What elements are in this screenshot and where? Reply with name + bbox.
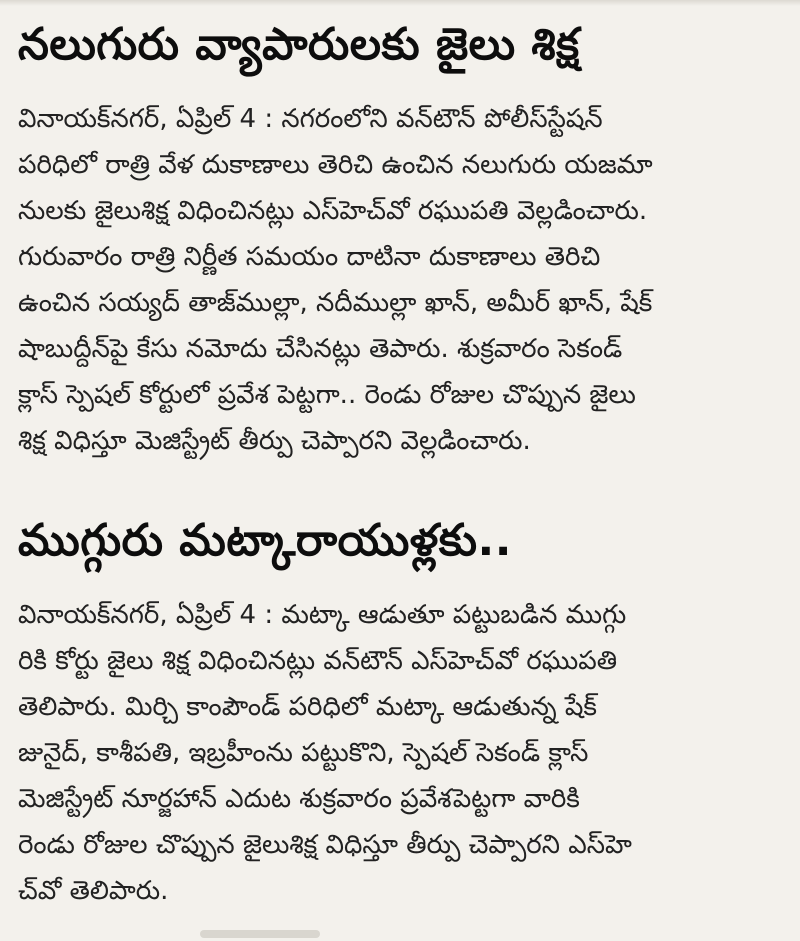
- body-line: వినాయక్‌నగర్, ఏప్రిల్ 4 : నగరంలోని వన్‌టౌన్ పోలీస్‌స్టేషన్: [18, 104, 603, 134]
- body-line: పరిధిలో రాత్రి వేళ దుకాణాలు తెరిచి ఉంచిన నలుగురు యజమా: [18, 150, 653, 180]
- body-line: షాబుద్దీన్‌పై కేసు నమోదు చేసినట్లు తెపారు. శుక్రవారం సెకండ్: [18, 334, 623, 364]
- article-body: [18, 592, 784, 914]
- headline: ముగ్గురు మట్కారాయుళ్లకు..: [18, 515, 512, 566]
- body-line: వినాయక్‌నగర్, ఏప్రిల్ 4 : మట్కా ఆడుతూ పట్టుబడిన ముగ్గు: [18, 600, 627, 630]
- body-line: తెలిపారు. మిర్చి కాంపౌండ్ పరిధిలో మట్కా ఆడుతున్న షేక్: [18, 692, 597, 722]
- body-line: చ్‌వో తెలిపారు.: [18, 876, 169, 906]
- article-matka-gamblers: [18, 510, 784, 914]
- article-jail-sentence-traders: [18, 14, 784, 464]
- body-line: రెండు రోజుల చొప్పున జైలుశిక్ష విధిస్తూ తీర్పు చెప్పారని ఎస్‌హె: [18, 830, 632, 860]
- headline: నలుగురు వ్యాపారులకు జైలు శిక్ష: [18, 19, 580, 70]
- body-line: మెజిస్ట్రేట్ నూర్జహాన్ ఎదుట శుక్రవారం ప్రవేశపెట్టగా వారికి: [18, 784, 580, 814]
- print-smudge: [200, 930, 320, 938]
- page-edge: [0, 0, 800, 6]
- article-body: [18, 96, 784, 464]
- body-line: నులకు జైలుశిక్ష విధించినట్లు ఎస్‌హెచ్‌వో రఘుపతి వెల్లడించారు.: [18, 196, 648, 226]
- body-line: శిక్ష విధిస్తూ మెజిస్ట్రేట్ తీర్పు చెప్పారని వెల్లడించారు.: [18, 426, 531, 456]
- body-line: రికి కోర్టు జైలు శిక్ష విధించినట్లు వన్‌టౌన్ ఎస్‌హెచ్‌వో రఘుపతి: [18, 646, 618, 676]
- body-line: ఉంచిన సయ్యద్ తాజ్‌ముల్లా, నదీముల్లా ఖాన్, అమీర్ ఖాన్, షేక్: [18, 288, 653, 318]
- body-line: జునైద్, కాశీపతి, ఇబ్రహీంను పట్టుకొని, స్పెషల్ సెకండ్ క్లాస్: [18, 738, 589, 768]
- body-line: గురువారం రాత్రి నిర్ణీత సమయం దాటినా దుకాణాలు తెరిచి: [18, 242, 601, 272]
- body-line: క్లాస్ స్పెషల్ కోర్టులో ప్రవేశ పెట్టగా.. రెండు రోజుల చొప్పున జైలు: [18, 380, 636, 410]
